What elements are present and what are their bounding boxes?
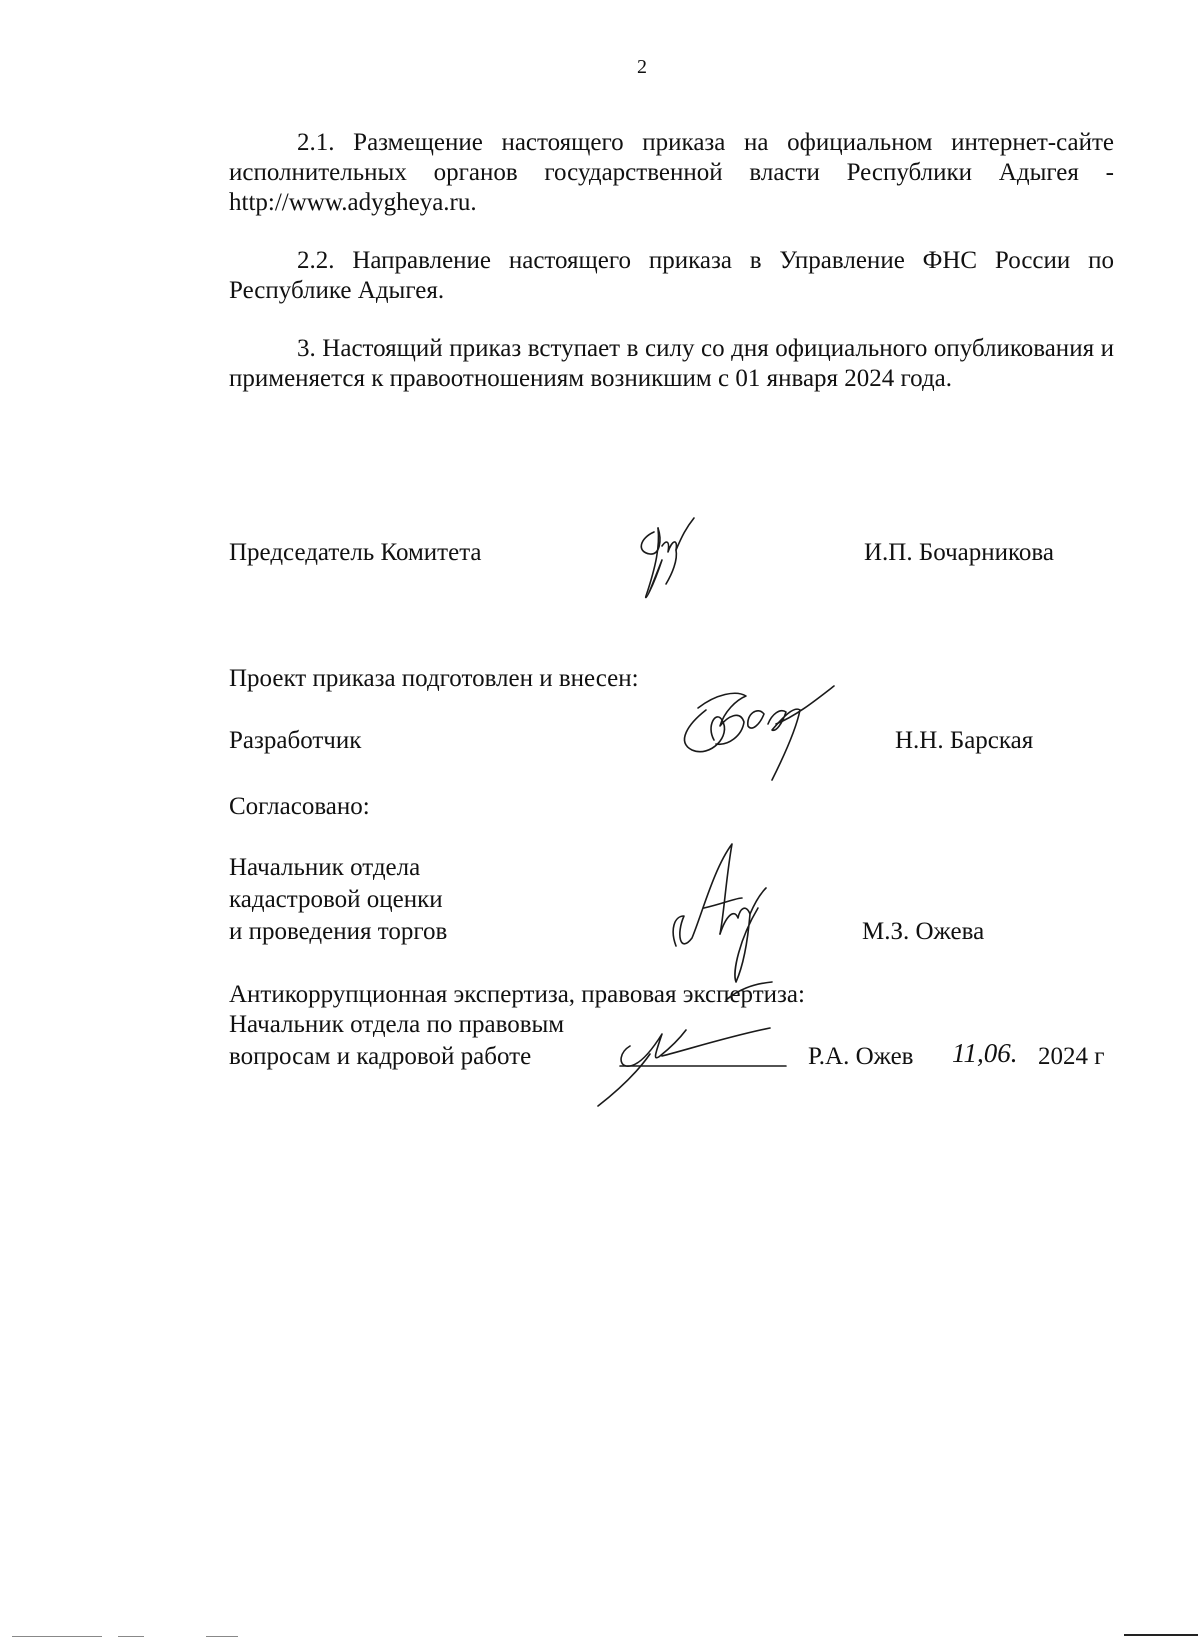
scan-artifact-marks <box>0 1634 1200 1640</box>
cadastral-title-line-3: и проведения торгов <box>229 918 448 945</box>
cadastral-title-line-1: Начальник отдела <box>229 854 421 881</box>
cadastral-title-line-2: кадастровой оценки <box>229 886 443 913</box>
cadastral-name: М.З. Ожева <box>862 918 985 945</box>
chairman-title: Председатель Комитета <box>229 539 482 566</box>
legal-name: Р.А. Ожев <box>808 1043 914 1070</box>
legal-title-line-2: вопросам и кадровой работе <box>229 1043 532 1070</box>
expertise-overlap-stroke <box>720 978 790 1018</box>
chairman-signature <box>632 510 732 610</box>
prepared-heading: Проект приказа подготовлен и внесен: <box>229 665 639 692</box>
paragraph-2-2: 2.2. Направление настоящего приказа в Управление ФНС России по Республике Адыгея. <box>229 247 1114 304</box>
date-year: 2024 г <box>1038 1043 1105 1070</box>
legal-title-line-1: Начальник отдела по правовым <box>229 1011 565 1038</box>
paragraph-2-1: 2.1. Размещение настоящего приказа на официальном интернет-сайте исполнительных органов государственной власти Республики Адыгея - http://www.adygheya.ru. <box>229 129 1114 216</box>
cadastral-signature <box>662 838 792 988</box>
developer-signature <box>676 680 846 790</box>
expertise-heading: Антикоррупционная экспертиза, правовая экспертиза: <box>229 981 805 1008</box>
page-number: 2 <box>637 56 647 78</box>
legal-signature <box>590 1020 790 1110</box>
chairman-name: И.П. Бочарникова <box>864 539 1054 566</box>
paragraph-3: 3. Настоящий приказ вступает в силу со дня официального опубликования и применяется к правоотношениям возникшим с 01 января 2024 года. <box>229 335 1114 392</box>
developer-name: Н.Н. Барская <box>895 727 1034 754</box>
handwritten-date: 11,06. <box>952 1038 1018 1068</box>
agreed-heading: Согласовано: <box>229 793 370 820</box>
developer-title: Разработчик <box>229 727 362 754</box>
